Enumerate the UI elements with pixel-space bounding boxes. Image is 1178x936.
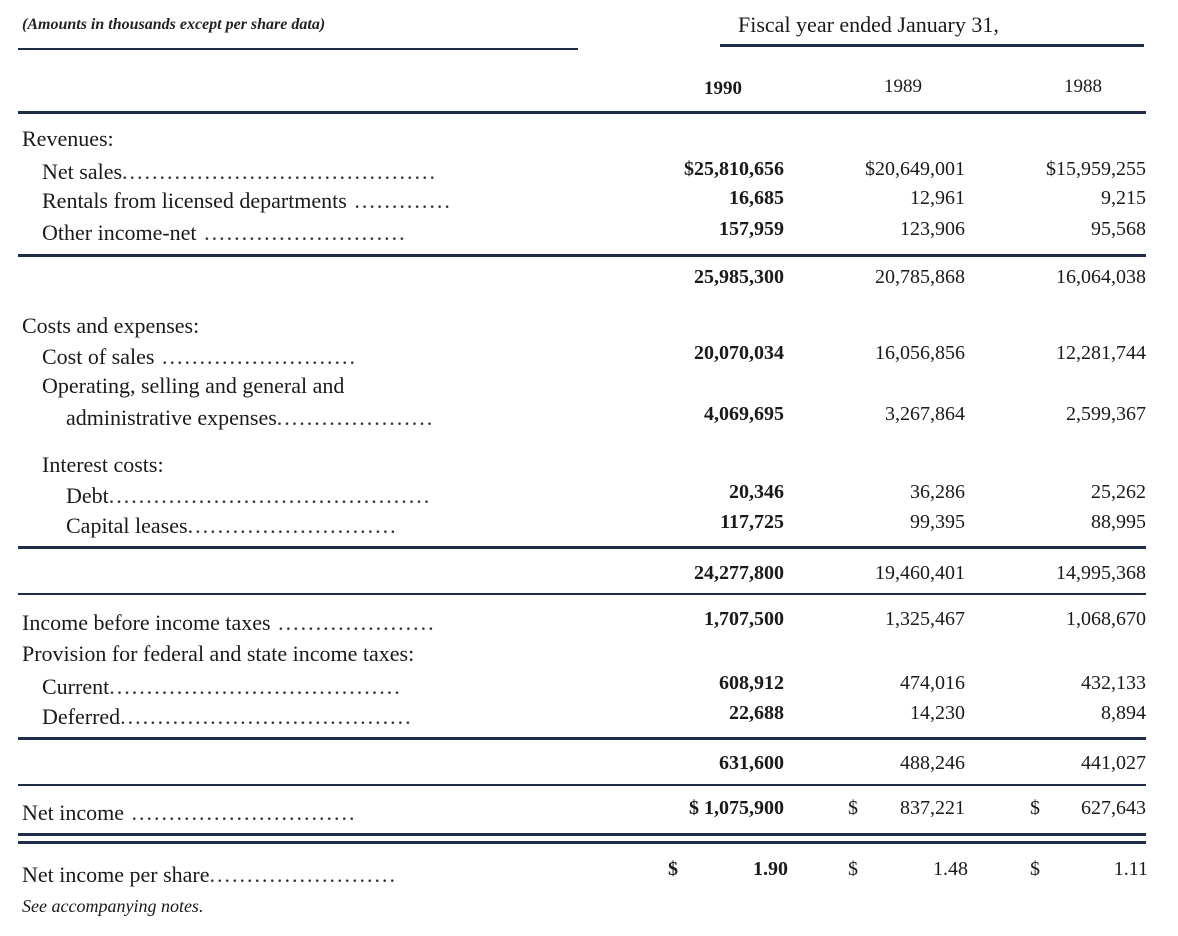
operating-1990: 4,069,695 (704, 403, 784, 425)
current-label: Current....................................... (42, 674, 402, 699)
year-1989: 1989 (884, 76, 922, 97)
current-1989: 474,016 (900, 672, 965, 694)
net-income-1988-dollar: $ (1030, 797, 1040, 819)
eps-label: Net income per share......................... (22, 862, 398, 887)
other-income-1988: 95,568 (1091, 218, 1146, 240)
other-income-label: Other income-net ........................... (42, 220, 407, 245)
amounts-note: (Amounts in thousands except per share data) (22, 16, 326, 33)
costs-rule (18, 546, 1146, 549)
cost-of-sales-1989: 16,056,856 (875, 342, 965, 364)
net-income-1990: $ 1,075,900 (689, 797, 784, 819)
eps-1988-dollar: $ (1030, 858, 1040, 880)
net-income-double-rule-2 (18, 841, 1146, 844)
income-before-taxes-1990: 1,707,500 (704, 608, 784, 630)
revenues-rule (18, 254, 1146, 257)
cost-of-sales-1990: 20,070,034 (694, 342, 784, 364)
net-sales-1989: $20,649,001 (865, 158, 965, 180)
cost-of-sales-label: Cost of sales .......................... (42, 344, 357, 369)
income-before-taxes-1988: 1,068,670 (1066, 608, 1146, 630)
capital-leases-1989: 99,395 (910, 511, 965, 533)
net-income-label: Net income .............................. (22, 800, 357, 825)
operating-label: administrative expenses..................... (66, 405, 435, 430)
accompanying-notes: See accompanying notes. (22, 896, 204, 916)
income-before-taxes-1989: 1,325,467 (885, 608, 965, 630)
total-costs-rule (18, 593, 1146, 595)
capital-leases-1990: 117,725 (720, 511, 784, 533)
total-revenues-1989: 20,785,868 (875, 266, 965, 288)
debt-1990: 20,346 (729, 481, 784, 503)
operating-line1-label: Operating, selling and general and (42, 373, 345, 398)
eps-1990-dollar: $ (668, 858, 678, 880)
total-taxes-1990: 631,600 (719, 752, 784, 774)
interest-label: Interest costs: (42, 452, 164, 477)
debt-label: Debt........................................... (66, 483, 432, 508)
operating-1988: 2,599,367 (1066, 403, 1146, 425)
rentals-1990: 16,685 (729, 187, 784, 209)
other-income-1990: 157,959 (719, 218, 784, 240)
net-sales-label: Net sales.......................................... (42, 159, 438, 184)
year-1990: 1990 (704, 78, 742, 99)
rentals-1988: 9,215 (1101, 187, 1146, 209)
deferred-label: Deferred....................................... (42, 704, 413, 729)
net-income-1989: 837,221 (900, 797, 965, 819)
total-costs-1990: 24,277,800 (694, 562, 784, 584)
header-rule-top (720, 44, 1144, 47)
deferred-1989: 14,230 (910, 702, 965, 724)
debt-1988: 25,262 (1091, 481, 1146, 503)
rentals-1989: 12,961 (910, 187, 965, 209)
total-revenues-1990: 25,985,300 (694, 266, 784, 288)
total-taxes-rule (18, 784, 1146, 786)
total-taxes-1989: 488,246 (900, 752, 965, 774)
fiscal-year-title: Fiscal year ended January 31, (738, 12, 999, 37)
net-income-1989-dollar: $ (848, 797, 858, 819)
operating-1989: 3,267,864 (885, 403, 965, 425)
deferred-1988: 8,894 (1101, 702, 1146, 724)
current-1988: 432,133 (1081, 672, 1146, 694)
income-before-taxes-label: Income before income taxes ..................... (22, 610, 436, 635)
eps-1990: 1.90 (753, 858, 788, 880)
total-revenues-1988: 16,064,038 (1056, 266, 1146, 288)
capital-leases-1988: 88,995 (1091, 511, 1146, 533)
net-sales-1990: $25,810,656 (684, 158, 784, 180)
net-income-double-rule-1 (18, 833, 1146, 836)
year-rule (18, 111, 1146, 114)
revenues-label: Revenues: (22, 126, 114, 151)
debt-1989: 36,286 (910, 481, 965, 503)
header-rule-left (18, 48, 578, 50)
taxes-rule (18, 737, 1146, 740)
current-1990: 608,912 (719, 672, 784, 694)
total-costs-1988: 14,995,368 (1056, 562, 1146, 584)
deferred-1990: 22,688 (729, 702, 784, 724)
net-income-1988: 627,643 (1081, 797, 1146, 819)
total-taxes-1988: 441,027 (1081, 752, 1146, 774)
net-sales-1988: $15,959,255 (1046, 158, 1146, 180)
other-income-1989: 123,906 (900, 218, 965, 240)
capital-leases-label: Capital leases............................ (66, 513, 398, 538)
eps-1989-dollar: $ (848, 858, 858, 880)
year-1988: 1988 (1064, 76, 1102, 97)
rentals-label: Rentals from licensed departments ............. (42, 188, 452, 213)
eps-1989: 1.48 (933, 858, 968, 880)
provision-label: Provision for federal and state income taxes: (22, 641, 415, 666)
cost-of-sales-1988: 12,281,744 (1056, 342, 1146, 364)
costs-label: Costs and expenses: (22, 313, 200, 338)
total-costs-1989: 19,460,401 (875, 562, 965, 584)
eps-1988: 1.11 (1113, 858, 1148, 880)
